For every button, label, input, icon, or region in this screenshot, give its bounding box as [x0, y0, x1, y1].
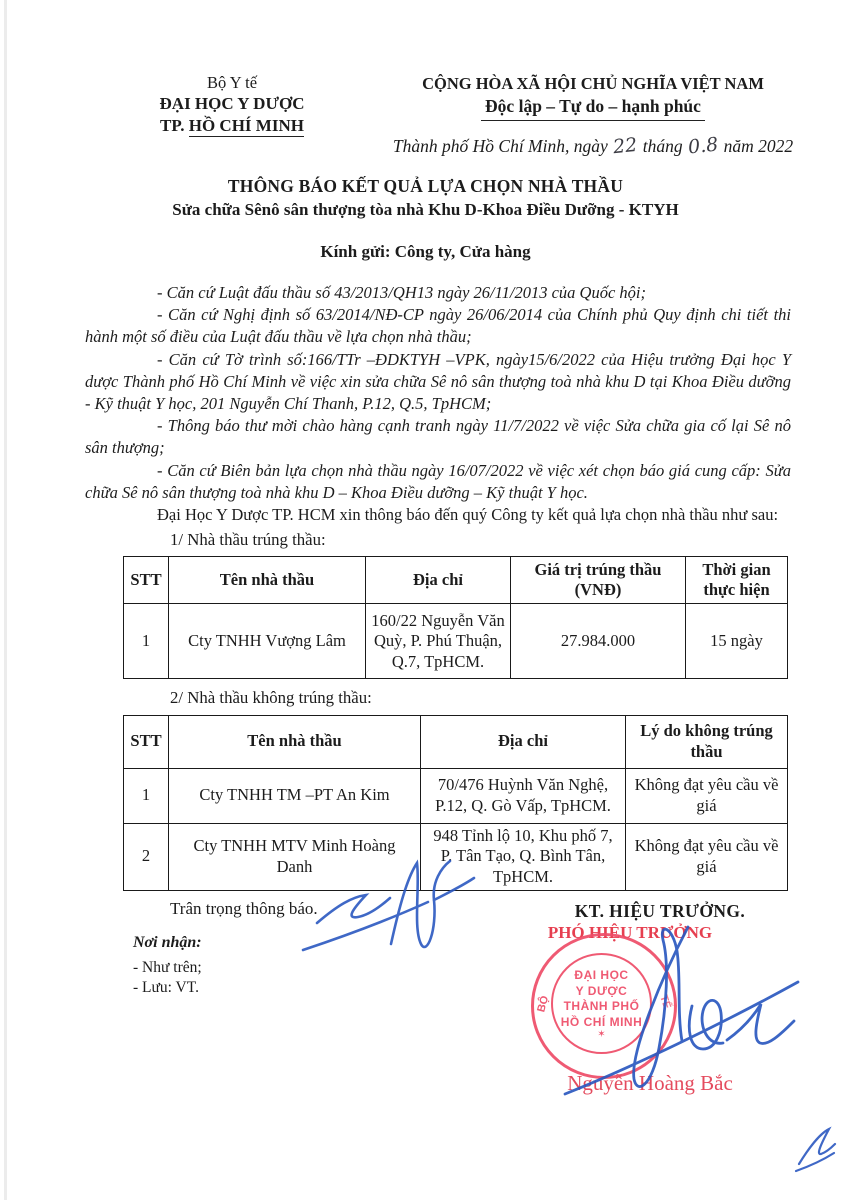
date-prefix: Thành phố Hồ Chí Minh, ngày [392, 136, 608, 156]
cell-contractor: Cty TNHH MTV Minh Hoàng Danh [169, 823, 421, 890]
corner-initials-ink [796, 1129, 835, 1171]
cell-reason: Không đạt yêu cầu về giá [626, 823, 788, 890]
issuing-org-block [103, 72, 361, 137]
recipients-block [133, 933, 202, 998]
document-subtitle: Sửa chữa Sênô sân thượng tòa nhà Khu D-Khoa Điều Dưỡng - KTYH [172, 200, 679, 219]
cell-duration: 15 ngày [686, 604, 788, 679]
table-header-row [124, 715, 788, 768]
col-header-reason: Lý do không trúng thầu [626, 715, 788, 768]
date-line [383, 135, 803, 157]
stamp-line: THÀNH PHỐ [563, 999, 640, 1013]
basis-paragraph: - Căn cứ Luật đấu thầu số 43/2013/QH13 ngày 26/11/2013 của Quốc hội; [157, 283, 646, 302]
table-row [124, 768, 788, 823]
section1-label: 1/ Nhà thầu trúng thầu: [170, 530, 326, 550]
col-header-value: Giá trị trúng thầu (VNĐ) [511, 557, 686, 604]
date-mid: tháng [642, 136, 683, 156]
col-header-address: Địa chỉ [366, 557, 511, 604]
official-red-stamp [531, 933, 677, 1079]
recipient-item: - Lưu: VT. [133, 978, 199, 996]
document-title: THÔNG BÁO KẾT QUẢ LỰA CHỌN NHÀ THẦU [227, 176, 624, 196]
national-title: CỘNG HÒA XÃ HỘI CHỦ NGHĨA VIỆT NAM [422, 74, 764, 93]
cell-address: 948 Tỉnh lộ 10, Khu phố 7, P. Tân Tạo, Q. Bình Tân, TpHCM. [421, 823, 626, 890]
col-header-stt: STT [124, 557, 169, 604]
losing-bidders-table [123, 715, 788, 891]
date-suffix: năm 2022 [723, 136, 794, 156]
cell-stt: 2 [124, 823, 169, 890]
stamp-line: ĐẠI HỌC [574, 968, 629, 982]
signer-name: Nguyễn Hoàng Bắc [567, 1071, 733, 1095]
basis-paragraph: - Căn cứ Tờ trình số:166/TTr –ĐDKTYH –VPK, ngày15/6/2022 của Hiệu trưởng Đại học Y dược Thành phố Hồ Chí Minh về việc xin sửa chữa Sê nô sân thượng toà nhà khu D tại Khoa Điều dưỡng - Kỹ thuật Y học, 201 Nguyễn Chí Thanh, P.12, Q.5, TpHCM; [85, 349, 791, 414]
title-block [0, 176, 851, 262]
recipient-item: - Như trên; [133, 958, 202, 976]
handwritten-day: 22 [612, 133, 639, 159]
stamp-line: HỒ CHÍ MINH [560, 1014, 643, 1029]
cell-stt: 1 [124, 768, 169, 823]
recipients-title: Nơi nhận: [133, 934, 202, 951]
org-city-prefix: TP. [160, 115, 189, 135]
ministry-line: Bộ Y tế [206, 73, 258, 92]
table-row [124, 823, 788, 890]
cell-address: 70/476 Huỳnh Văn Nghệ, P.12, Q. Gò Vấp, TpHCM. [421, 768, 626, 823]
cell-contractor: Cty TNHH Vượng Lâm [169, 604, 366, 679]
col-header-address: Địa chỉ [421, 715, 626, 768]
col-header-duration: Thời gian thực hiện [686, 557, 788, 604]
closing-line: Trân trọng thông báo. [170, 898, 318, 918]
col-header-contractor: Tên nhà thầu [169, 557, 366, 604]
cell-value: 27.984.000 [511, 604, 686, 679]
announcement-paragraph: Đại Học Y Dược TP. HCM xin thông báo đến quý Công ty kết quả lựa chọn nhà thầu như sau: [157, 505, 779, 525]
cell-contractor: Cty TNHH TM –PT An Kim [169, 768, 421, 823]
stamp-ring-text-right: TẾ [657, 993, 673, 1011]
col-header-stt: STT [124, 715, 169, 768]
salutation: Kính gửi: Công ty, Cửa hàng [320, 242, 531, 261]
vice-rector-line: PHÓ HIỆU TRƯỞNG [547, 923, 713, 942]
national-motto: Độc lập – Tự do – hạnh phúc [481, 96, 705, 121]
basis-paragraph: - Căn cứ Nghị định số 63/2014/NĐ-CP ngày 26/06/2014 của Chính phủ Quy định chi tiết thi hành một số điều của Luật đấu thầu về lựa chọn nhà thầu; [85, 305, 791, 347]
col-header-contractor: Tên nhà thầu [169, 715, 421, 768]
section2-label: 2/ Nhà thầu không trúng thầu: [170, 688, 372, 708]
stamp-star-icon: ✶ [597, 1029, 606, 1040]
table-header-row [124, 557, 788, 604]
stamp-ring-text-left: BỘ [535, 994, 552, 1014]
cell-stt: 1 [124, 604, 169, 679]
handwritten-month: 0.8 [686, 133, 720, 159]
org-city-line [103, 115, 361, 137]
org-city-underlined: HỒ CHÍ MINH [188, 115, 304, 135]
national-header-block [383, 74, 803, 157]
document-body [85, 282, 791, 920]
winning-bidder-table [123, 556, 788, 679]
cell-reason: Không đạt yêu cầu về giá [626, 768, 788, 823]
table-row [124, 604, 788, 679]
stamp-line: Y DƯỢC [575, 983, 628, 998]
org-name-line: ĐẠI HỌC Y DƯỢC [159, 94, 305, 114]
basis-paragraph: - Căn cứ Biên bản lựa chọn nhà thầu ngày 16/07/2022 về việc xét chọn báo giá cung cấp: Sửa chữa Sê nô sân thượng toà nhà khu D – Khoa Điều dưỡng – Kỹ thuật Y học. [85, 460, 791, 502]
basis-paragraph: - Thông báo thư mời chào hàng cạnh tranh ngày 11/7/2022 về việc Sửa chữa gia cố lại Sê nô sân thượng; [85, 416, 791, 458]
cell-address: 160/22 Nguyễn Văn Quỳ, P. Phú Thuận, Q.7, TpHCM. [366, 604, 511, 679]
stamp-inner-circle [551, 953, 652, 1054]
signing-authority-line: KT. HIỆU TRƯỞNG. [574, 901, 746, 921]
